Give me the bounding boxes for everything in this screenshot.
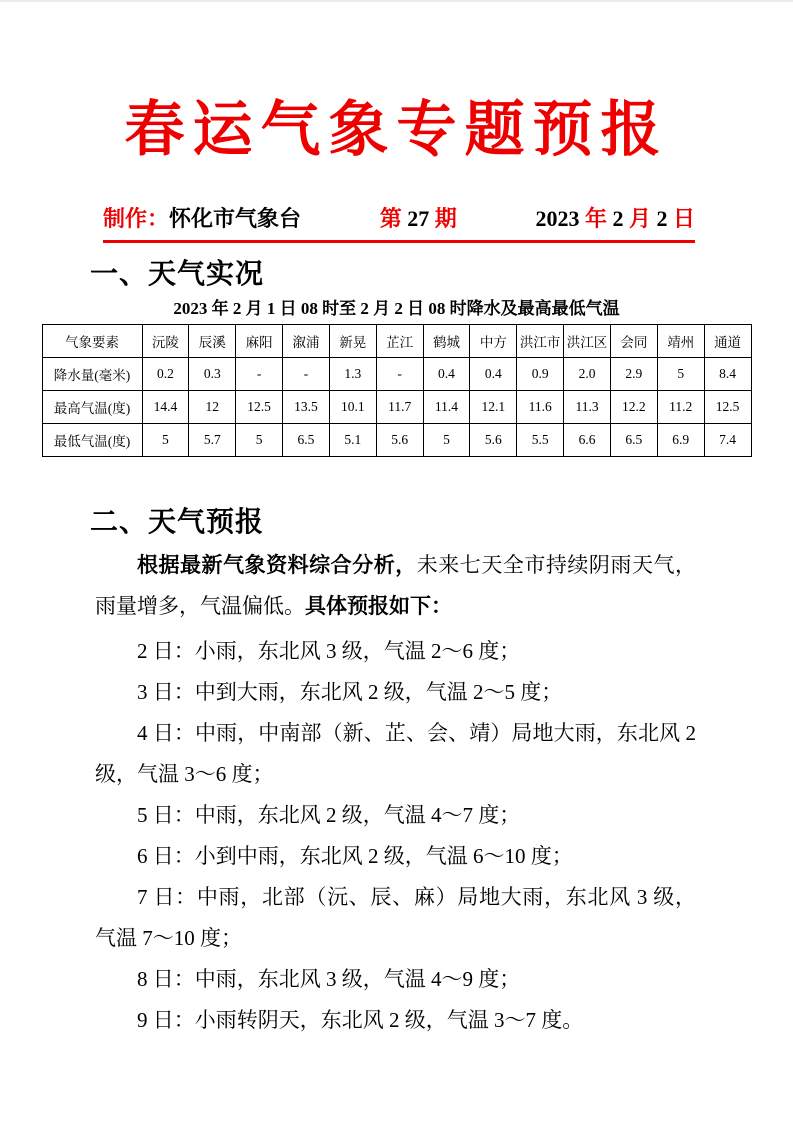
- table-col-header: 鹤城: [423, 325, 470, 358]
- table-cell: 13.5: [283, 391, 330, 424]
- forecast-line-day5: 5 日：中雨，东北风 2 级，气温 4～7 度；: [137, 803, 521, 827]
- table-cell: 5.5: [517, 424, 564, 457]
- table-col-header: 洪江市: [517, 325, 564, 358]
- date-day: 2: [656, 206, 668, 231]
- producer: [103, 202, 301, 233]
- row-label: 最低气温(度): [42, 424, 142, 457]
- table-cell: 8.4: [704, 358, 751, 391]
- issue-prefix: 第: [379, 206, 402, 231]
- issue-date: [535, 202, 695, 233]
- table-col-header: 溆浦: [283, 325, 330, 358]
- table-cell: 12.5: [236, 391, 283, 424]
- forecast-intro: [95, 545, 696, 627]
- table-cell: 5: [423, 424, 470, 457]
- table-row: [42, 391, 751, 424]
- table-cell: 5.7: [189, 424, 236, 457]
- table-cell: 0.9: [517, 358, 564, 391]
- forecast-line-day6: 6 日：小到中雨，东北风 2 级，气温 6～10 度；: [137, 844, 573, 868]
- date-month: 2: [612, 206, 624, 231]
- intro-tail: 具体预报如下：: [305, 594, 452, 618]
- row-label: 最高气温(度): [42, 391, 142, 424]
- date-year-unit: 年: [579, 206, 613, 231]
- forecast-body: [95, 545, 696, 1041]
- table-cell: 6.5: [610, 424, 657, 457]
- table-col-header: 辰溪: [189, 325, 236, 358]
- section1-heading: 一、天气实况: [90, 259, 265, 290]
- table-cell: 1.3: [329, 358, 376, 391]
- row-label: 降水量(毫米): [42, 358, 142, 391]
- table-cell: 5.6: [470, 424, 517, 457]
- issue-line: [103, 202, 695, 233]
- table-cell: 7.4: [704, 424, 751, 457]
- table-cell: 14.4: [142, 391, 189, 424]
- table-cell: 5.6: [376, 424, 423, 457]
- forecast-line-day8: 8 日：中雨，东北风 3 级，气温 4～9 度；: [137, 967, 521, 991]
- date-month-unit: 月: [623, 206, 657, 231]
- table-col-header: 通道: [704, 325, 751, 358]
- table-col-header: 中方: [470, 325, 517, 358]
- issue-suffix: 期: [434, 206, 457, 231]
- date-day-unit: 日: [667, 206, 695, 231]
- table-col-header: 芷江: [376, 325, 423, 358]
- forecast-list: [95, 631, 696, 1041]
- table-cell: 12.2: [610, 391, 657, 424]
- date-year: 2023: [535, 206, 580, 231]
- table-cell: 2.0: [564, 358, 611, 391]
- table-cell: 12.1: [470, 391, 517, 424]
- table-cell: -: [283, 358, 330, 391]
- table-cell: 12.5: [704, 391, 751, 424]
- table-cell: 6.6: [564, 424, 611, 457]
- document-title: 春运气象专题预报: [124, 95, 669, 165]
- table-cell: 6.9: [657, 424, 704, 457]
- table-cell: 0.2: [142, 358, 189, 391]
- table-col-header: 靖州: [657, 325, 704, 358]
- table-col-header: 会同: [610, 325, 657, 358]
- table-cell: 5: [142, 424, 189, 457]
- table-header-row: [42, 325, 751, 358]
- table-cell: -: [376, 358, 423, 391]
- table-cell: 5.1: [329, 424, 376, 457]
- table-cell: 11.7: [376, 391, 423, 424]
- header-divider: [103, 240, 695, 243]
- table-cell: 0.4: [423, 358, 470, 391]
- forecast-line-day3: 3 日：中到大雨，东北风 2 级，气温 2～5 度；: [137, 680, 563, 704]
- table-cell: 10.1: [329, 391, 376, 424]
- table-row: [42, 358, 751, 391]
- table-col-header: 新晃: [329, 325, 376, 358]
- table-cell: 12: [189, 391, 236, 424]
- weather-table-title: 2023 年 2 月 1 日 08 时至 2 月 2 日 08 时降水及最高最低气温: [173, 299, 620, 318]
- table-col-header: 气象要素: [42, 325, 142, 358]
- producer-label: 制作：: [103, 206, 170, 231]
- table-row: [42, 424, 751, 457]
- issue-value: 27: [401, 206, 435, 231]
- table-cell: 11.2: [657, 391, 704, 424]
- section2-heading: 二、天气预报: [90, 507, 265, 538]
- table-cell: 6.5: [283, 424, 330, 457]
- issue-number: [380, 202, 457, 233]
- table-cell: -: [236, 358, 283, 391]
- intro-lead: 根据最新气象资料综合分析，: [137, 553, 417, 577]
- table-cell: 0.3: [189, 358, 236, 391]
- intro-body: 未来七天全市持续阴雨天气，雨量增多，气温偏低。: [95, 553, 697, 618]
- forecast-line-day9: 9 日：小雨转阴天，东北风 2 级，气温 3～7 度。: [137, 1008, 584, 1032]
- forecast-line-day7: 7 日：中雨，北部（沅、辰、麻）局地大雨，东北风 3 级，气温 7～10 度；: [95, 885, 696, 950]
- document-page: [0, 2, 793, 1122]
- table-cell: 5: [236, 424, 283, 457]
- table-col-header: 麻阳: [236, 325, 283, 358]
- table-cell: 2.9: [610, 358, 657, 391]
- producer-name: 怀化市气象台: [169, 206, 302, 231]
- forecast-line-day4: 4 日：中雨，中南部（新、芷、会、靖）局地大雨，东北风 2 级，气温 3～6 度；: [95, 721, 696, 786]
- table-cell: 11.4: [423, 391, 470, 424]
- weather-table: [42, 324, 752, 457]
- table-cell: 5: [657, 358, 704, 391]
- table-cell: 11.3: [564, 391, 611, 424]
- table-col-header: 沅陵: [142, 325, 189, 358]
- table-col-header: 洪江区: [564, 325, 611, 358]
- forecast-line-day2: 2 日：小雨，东北风 3 级，气温 2～6 度；: [137, 639, 521, 663]
- table-cell: 11.6: [517, 391, 564, 424]
- table-cell: 0.4: [470, 358, 517, 391]
